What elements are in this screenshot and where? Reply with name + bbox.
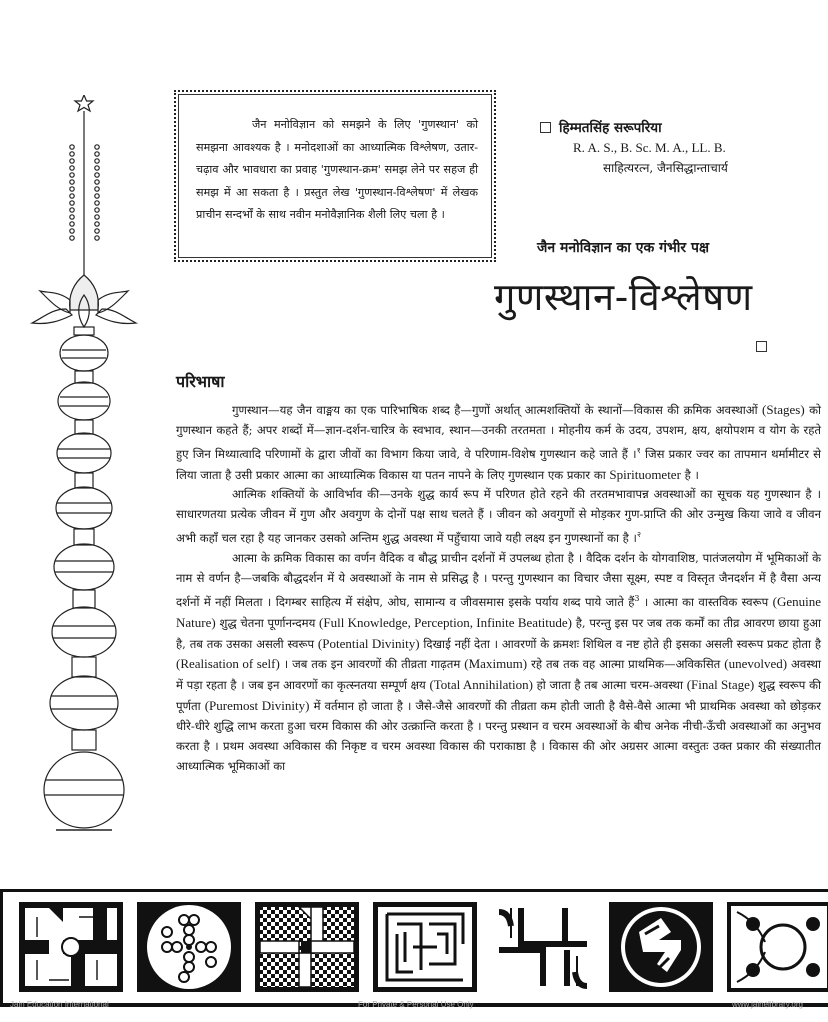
article-subtitle: जैन मनोविज्ञान का एक गंभीर पक्ष: [537, 240, 710, 256]
author-titles: साहित्यरत्न, जैनसिद्धान्ताचार्य: [603, 161, 728, 175]
swastika-frieze: [0, 889, 828, 1007]
text-run: है, परन्तु इस पर जब तक कर्मों का तीव्र आवरण छाया हुआ है, तब तक उसका असली स्वरूप: [176, 615, 821, 651]
footnote-ref: १: [636, 445, 641, 455]
paragraph: [176, 485, 821, 549]
english-term: Spirituometer: [609, 466, 681, 482]
swastika-curved-icon: [491, 902, 595, 992]
english-term: (Potential Divinity): [317, 635, 420, 651]
english-term: (Final Stage): [686, 677, 755, 693]
author-block: [540, 118, 810, 176]
text-run: आत्मा के क्रमिक विकास का वर्णन वैदिक व बौद्ध प्राचीन दर्शनों में उपलब्ध होता है । वैदिक दर्शन के योगवाशिष्ठ, पातंजलयोग में भूमिकाओं के नाम से वर्णन है—जबकि बौद्धदर्शन में ये अवस्थाओं के नाम से प्रसिद्ध है । परन्तु गुणस्थान का विचार जैसा सूक्ष्म, स्पष्ट व विस्तृत जैनदर्शन में है वैसा अन्य दर्शनों में नहीं मिलता । दिगम्बर साहित्य में संक्षेप, ओघ, सामान्य व जीवसमास इसके पर्याय शब्द पाये जाते हैं: [176, 551, 821, 609]
text-run: । जब तक इन आवरणों की तीव्रता गाढ़तम: [279, 657, 465, 672]
english-term: (Maximum): [464, 656, 528, 672]
text-run: गुणस्थान—यह जैन वाङ्मय का एक पारिभाषिक शब्द है—गुणों अर्थात् आत्मशक्तियों के स्थानों—विकास की क्रमिक अवस्थाओं: [232, 403, 763, 417]
watermark-left: Jain Education International: [10, 1000, 109, 1009]
text-run: शुद्ध चेतना पूर्णानन्दमय: [215, 615, 320, 630]
swastika-maze-icon: [373, 902, 477, 992]
kalash-pillar-ornament: [0, 95, 150, 875]
footnote-ref: २: [636, 530, 642, 540]
section-heading: परिभाषा: [176, 372, 225, 391]
text-run: है ।: [680, 467, 699, 482]
swastika-leaf-icon: [19, 902, 123, 992]
english-term: (unevolved): [724, 656, 788, 672]
english-term: (Realisation of self): [176, 656, 280, 672]
text-run: हो जाता है तब आत्मा चरम-अवस्था: [532, 678, 687, 693]
text-run: शुद्ध स्वरूप की पूर्णता: [176, 678, 821, 714]
text-run: दिखाई नहीं देता । आवरणों के क्रमशः शिथिल व नष्ट होते ही इसका असली स्वरूप प्रकट होता है: [419, 636, 821, 651]
intro-box: [174, 90, 496, 262]
footnote-ref: 3: [634, 593, 640, 603]
square-bullet-icon: [756, 341, 767, 352]
floral-medallion-icon: [727, 902, 828, 992]
paragraph: [176, 400, 821, 485]
article-body: [176, 400, 821, 777]
english-term: (Genuine Nature): [176, 593, 821, 630]
text-run: को गुणस्थान कहते हैं; अपर शब्दों में—ज्ञान-दर्शन-चारित्र के स्वभाव, स्थान—उनकी तरतमता । मोहनीय कर्म के उदय, उपशम, क्षय, क्षयोपशम व योग के रहते हुए जिन मिथ्यात्वादि परिणामों के द्वारा जीवों का विभाग किया जावे, वे परिणाम-विशेष गुणस्थान कहे जाते हैं ।: [176, 403, 821, 461]
english-term: (Puremost Divinity): [204, 698, 310, 714]
watermark-right[interactable]: www.jainelibrary.org: [732, 1000, 803, 1009]
intro-text: जैन मनोविज्ञान को समझने के लिए 'गुणस्थान' को समझना आवश्यक है । मनोदशाओं का आध्यात्मिक विश्लेषण, उतार-चढ़ाव और भावधारा का प्रवाह 'गुणस्थान-क्रम' समझ लेने पर सहज ही समझ में आ सकता है । प्रस्तुत लेख 'गुणस्थान-विश्लेषण' में लेखक प्राचीन सन्दर्भों के साथ नवीन मनोवैज्ञानिक शैली लिए चला है ।: [196, 118, 478, 221]
author-qualifications: R. A. S., B. Sc. M. A., LL. B.: [573, 140, 726, 155]
text-run: । आत्मा का वास्तविक स्वरूप: [639, 594, 773, 609]
text-run: रहे तब तक वह आत्मा प्राथमिक—अविकसित: [527, 657, 725, 672]
author-name: हिम्मतसिंह सरूपरिया: [559, 120, 662, 136]
text-run: अवस्था में पड़ा रहता है । जब इन आवरणों का कृत्स्नतया सम्पूर्ण क्षय: [176, 657, 821, 693]
swastika-checker-icon: [255, 902, 359, 992]
square-bullet-icon: [540, 122, 551, 133]
text-run: जिस प्रकार ज्वर का तापमान थर्मामीटर से लिया जाता है उसी प्रकार आत्मा का आध्यात्मिक विकास या पतन नापने के लिए गुणस्थान एक प्रकार का: [176, 446, 822, 482]
swastika-circle-icon: [609, 902, 713, 992]
english-term: (Stages): [762, 402, 805, 417]
text-run: आत्मिक शक्तियों के आविर्भाव की—उनके शुद्ध कार्य रूप में परिणत होते रहने की तरतमभावापन्न अवस्थाओं का सूचक यह गुणस्थान है । साधारणतया प्रत्येक जीवन में गुण और अवगुण के दोनों पक्ष साथ चलते हैं । जीवन को अवगुणों से मोड़कर गुण-प्राप्ति की ओर उन्मुख किया जावे व जीवन अभी कहाँ चल रहा है यह जानकर उसको अन्तिम शुद्ध अवस्था में पहुँचाया जावे यही लक्ष्य इन गुणस्थानों का है ।: [176, 487, 821, 546]
paragraph: [176, 549, 821, 777]
english-term: (Full Knowledge, Perception, Infinite Beatitude): [319, 614, 573, 630]
article-title: गुणस्थान-विश्लेषण: [494, 275, 753, 319]
swastika-dots-icon: [137, 902, 241, 992]
stacked-pots-icon: [0, 95, 150, 875]
english-term: (Total Annihilation): [429, 677, 533, 693]
text-run: में वर्तमान हो जाता है । जैसे-जैसे आवरणों की तीव्रता कम होती जाती है वैसे-वैसे आत्मा भी प्राथमिक अवस्था को छोड़कर धीरे-धीरे शुद्धि लाभ करता हुआ चरम विकास की ओर उत्क्रान्ति करता है । परन्तु प्रस्थान व चरम अवस्थाओं के बीच अनेक नीची-ऊँची अवस्थाओं का अनुभव करता है । प्रथम अवस्था अविकास की निकृष्ट व चरम अवस्था विकास की पराकाष्ठा है । विकास की ओर अग्रसर आत्मा वस्तुतः उक्त प्रकार की संख्यातीत आध्यात्मिक भूमिकाओं का: [176, 699, 822, 773]
watermark-center: For Private & Personal Use Only: [358, 1000, 474, 1009]
